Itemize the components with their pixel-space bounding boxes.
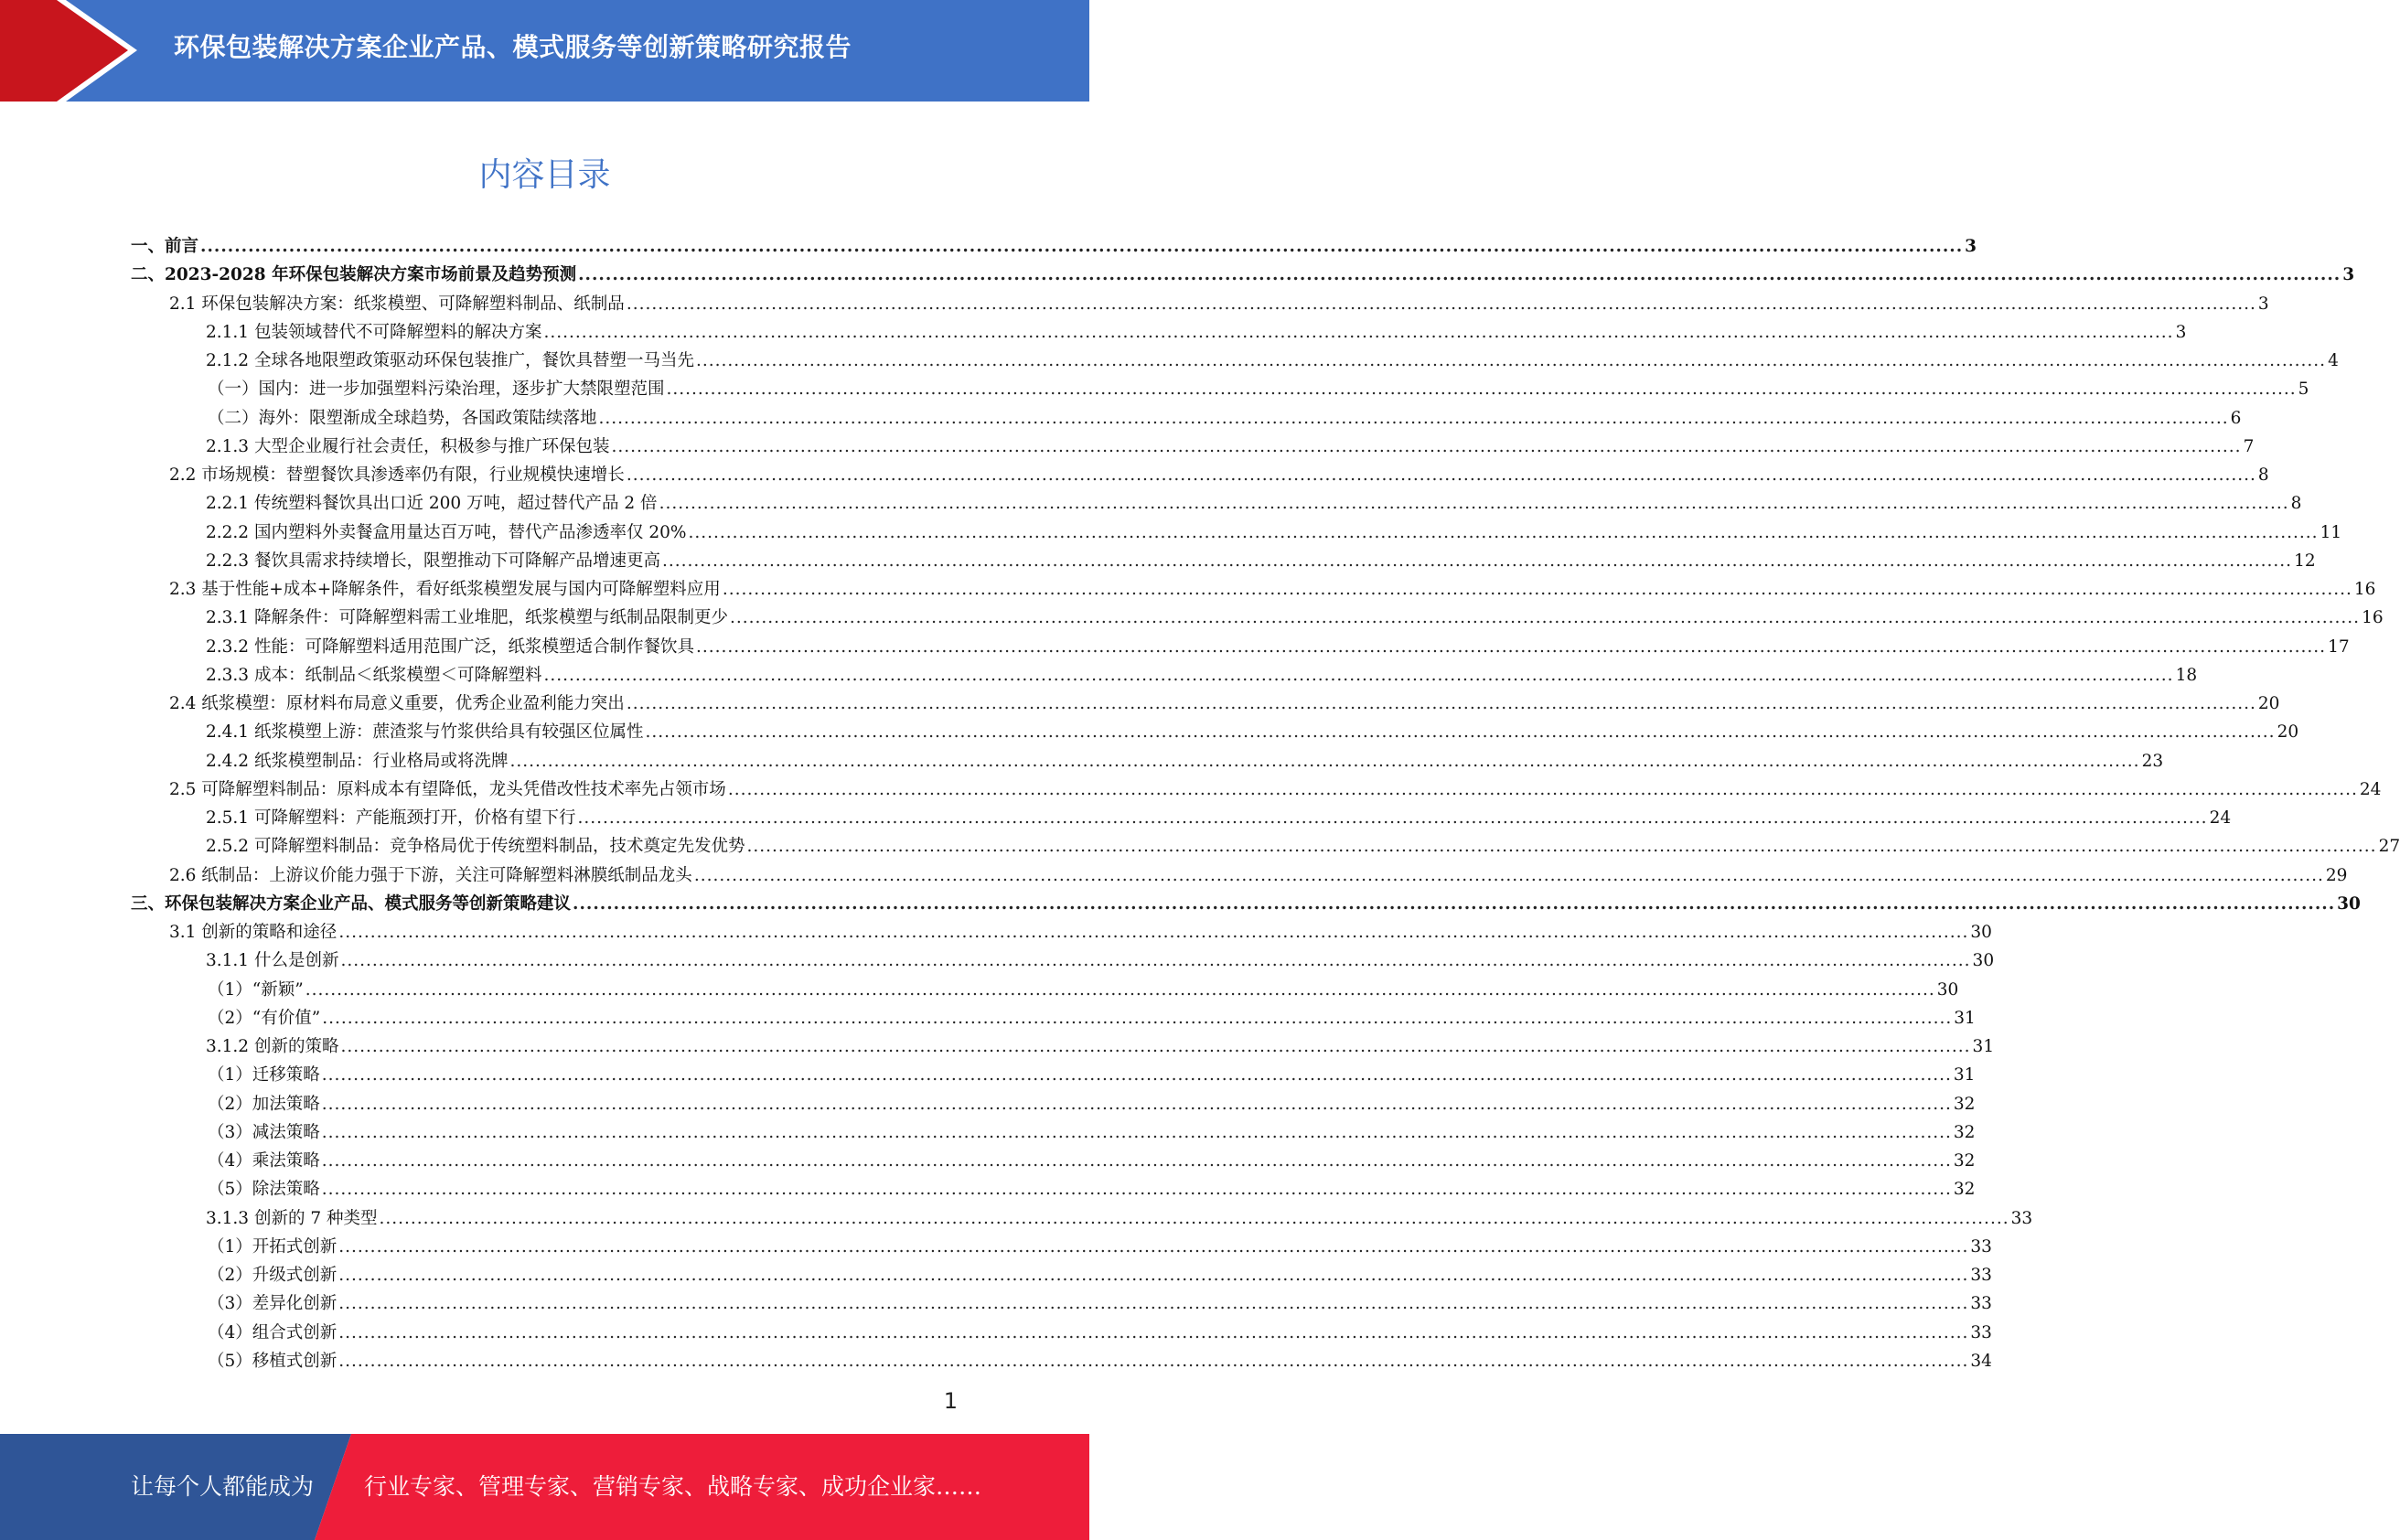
toc-entry-page: 23 bbox=[2141, 751, 2164, 771]
footer-slogan-right: 行业专家、管理专家、营销专家、战略专家、成功企业家…… bbox=[364, 1473, 982, 1500]
toc-entry-title: 2.1 环保包装解决方案：纸浆模塑、可降解塑料制品、纸制品 bbox=[169, 294, 625, 314]
toc-entry-title: 3.1.1 什么是创新 bbox=[206, 951, 339, 971]
toc-entry-title: （5）移植式创新 bbox=[208, 1351, 338, 1371]
toc-entry-title: 2.4.1 纸浆模塑上游：蔗渣浆与竹浆供给具有较强区位属性 bbox=[206, 722, 644, 743]
toc-entry-title: （4）组合式创新 bbox=[208, 1322, 338, 1342]
toc-entry-page: 31 bbox=[1953, 1065, 1976, 1085]
toc-entry[interactable] bbox=[131, 946, 1995, 975]
toc-entry-title: 2.3.3 成本：纸制品＜纸浆模塑＜可降解塑料 bbox=[206, 665, 542, 685]
toc-entry[interactable] bbox=[131, 519, 2342, 547]
report-title: 环保包装解决方案企业产品、模式服务等创新策略研究报告 bbox=[174, 32, 852, 62]
toc-entry[interactable] bbox=[131, 918, 1992, 946]
toc-entry-title: （1）“新颖” bbox=[208, 979, 304, 1000]
toc-entry-page: 33 bbox=[1970, 1236, 1992, 1257]
toc-entry-title: （二）海外：限塑渐成全球趋势，各国政策陆续落地 bbox=[208, 408, 597, 428]
toc-entry-page: 20 bbox=[2257, 694, 2280, 713]
toc-entry[interactable] bbox=[131, 747, 2164, 775]
toc-leader-dots bbox=[338, 1289, 1968, 1318]
toc-entry[interactable] bbox=[131, 1233, 1992, 1261]
toc-entry-title: 一、前言 bbox=[131, 237, 199, 256]
toc-entry-title: 3.1 创新的策略和途径 bbox=[169, 923, 338, 942]
footer-slogan-left: 让每个人都能成为 bbox=[131, 1473, 315, 1500]
toc-entry-page: 16 bbox=[2353, 580, 2376, 599]
toc-leader-dots bbox=[728, 775, 2358, 804]
toc-leader-dots bbox=[509, 747, 2139, 775]
toc-entry[interactable] bbox=[131, 1289, 1992, 1318]
toc-leader-dots bbox=[694, 861, 2324, 890]
toc-leader-dots bbox=[322, 1118, 1952, 1147]
toc-entry[interactable] bbox=[131, 489, 2302, 518]
toc-entry-page: 16 bbox=[2362, 608, 2384, 628]
toc-leader-dots bbox=[667, 375, 2297, 403]
toc-entry-page: 33 bbox=[2010, 1208, 2033, 1228]
toc-leader-dots bbox=[338, 918, 1968, 946]
toc-entry-page: 8 bbox=[2257, 465, 2269, 485]
toc-entry-page: 7 bbox=[2243, 436, 2255, 456]
toc-entry-page: 30 bbox=[1970, 923, 1992, 942]
toc-entry-page: 3 bbox=[2257, 294, 2269, 314]
toc-entry-title: 2.4 纸浆模塑：原材料布局意义重要，优秀企业盈利能力突出 bbox=[169, 694, 625, 713]
toc-entry-page: 11 bbox=[2320, 522, 2342, 542]
toc-entry-title: （2）“有价值” bbox=[208, 1008, 321, 1028]
toc-entry[interactable] bbox=[131, 261, 2355, 289]
toc-leader-dots bbox=[338, 1261, 1968, 1289]
toc-leader-dots bbox=[340, 1032, 1970, 1061]
toc-entry-title: （4）乘法策略 bbox=[208, 1151, 320, 1171]
toc-entry-title: 2.4.2 纸浆模塑制品：行业格局或将洗牌 bbox=[206, 751, 509, 771]
toc-entry[interactable] bbox=[131, 890, 2361, 918]
toc-leader-dots bbox=[200, 232, 1963, 261]
toc-entry[interactable] bbox=[131, 1175, 1976, 1203]
toc-entry-title: （3）减法策略 bbox=[208, 1122, 320, 1142]
toc-entry[interactable] bbox=[131, 461, 2269, 489]
toc-entry-page: 34 bbox=[1970, 1351, 1992, 1371]
toc-entry[interactable] bbox=[131, 1204, 2033, 1233]
toc-entry[interactable] bbox=[131, 832, 2400, 861]
toc-leader-dots bbox=[730, 604, 2360, 632]
toc-leader-dots bbox=[338, 1319, 1968, 1347]
toc-entry-page: 3 bbox=[2175, 322, 2187, 342]
toc-leader-dots bbox=[696, 633, 2326, 661]
toc-entry[interactable] bbox=[131, 861, 2348, 890]
toc-entry-page: 31 bbox=[1954, 1008, 1976, 1028]
toc-entry-page: 32 bbox=[1953, 1151, 1976, 1171]
toc-leader-dots bbox=[723, 575, 2352, 604]
toc-entry-page: 33 bbox=[1970, 1266, 1992, 1285]
toc-leader-dots bbox=[577, 804, 2207, 832]
toc-entry-page: 32 bbox=[1953, 1094, 1976, 1114]
toc-entry-title: 2.5.1 可降解塑料：产能瓶颈打开，价格有望下行 bbox=[206, 808, 576, 828]
toc-entry-title: 2.6 纸制品：上游议价能力强于下游，关注可降解塑料淋膜纸制品龙头 bbox=[169, 865, 692, 885]
toc-entry[interactable] bbox=[131, 1004, 1976, 1032]
toc-leader-dots bbox=[746, 832, 2376, 861]
toc-entry-page: 5 bbox=[2298, 380, 2309, 400]
toc-leader-dots bbox=[338, 1347, 1968, 1375]
toc-entry-title: 三、环保包装解决方案企业产品、模式服务等创新策略建议 bbox=[131, 893, 572, 914]
toc-entry-title: （5）除法策略 bbox=[208, 1180, 320, 1200]
toc-entry[interactable] bbox=[131, 1061, 1976, 1089]
toc-leader-dots bbox=[627, 690, 2256, 718]
toc-entry-title: 2.3 基于性能+成本+降解条件，看好纸浆模塑发展与国内可降解塑料应用 bbox=[169, 580, 721, 599]
toc-entry-title: 2.2.1 传统塑料餐饮具出口近 200 万吨，超过替代产品 2 倍 bbox=[206, 494, 658, 514]
toc-entry-page: 20 bbox=[2277, 722, 2299, 743]
toc-entry-page: 33 bbox=[1970, 1294, 1992, 1314]
toc-entry[interactable] bbox=[131, 1347, 1992, 1375]
toc-entry-title: （3）差异化创新 bbox=[208, 1294, 338, 1314]
toc-leader-dots bbox=[611, 433, 2241, 461]
table-of-contents bbox=[131, 232, 2400, 1375]
toc-entry-page: 31 bbox=[1972, 1037, 1995, 1056]
toc-leader-dots bbox=[338, 1233, 1968, 1261]
toc-entry-page: 4 bbox=[2328, 351, 2339, 370]
toc-entry[interactable] bbox=[131, 1090, 1976, 1118]
toc-entry-page: 32 bbox=[1953, 1122, 1976, 1142]
toc-entry-title: （1）开拓式创新 bbox=[208, 1236, 338, 1257]
toc-entry[interactable] bbox=[131, 575, 2376, 604]
toc-entry-title: 3.1.2 创新的策略 bbox=[206, 1037, 339, 1056]
toc-entry[interactable] bbox=[131, 1147, 1976, 1175]
toc-leader-dots bbox=[340, 946, 1970, 975]
toc-entry[interactable] bbox=[131, 318, 2187, 347]
toc-entry-title: 2.3.1 降解条件：可降解塑料需工业堆肥，纸浆模塑与纸制品限制更少 bbox=[206, 608, 728, 628]
toc-entry-title: 2.2 市场规模：替塑餐饮具渗透率仍有限，行业规模快速增长 bbox=[169, 465, 625, 485]
toc-entry[interactable] bbox=[131, 661, 2198, 690]
toc-entry-title: 2.2.2 国内塑料外卖餐盒用量达百万吨，替代产品渗透率仅 20% bbox=[206, 522, 687, 542]
toc-entry-page: 24 bbox=[2359, 779, 2382, 799]
toc-entry-title: 2.1.3 大型企业履行社会责任，积极参与推广环保包装 bbox=[206, 436, 610, 456]
toc-entry[interactable] bbox=[131, 1032, 1995, 1061]
toc-leader-dots bbox=[322, 1061, 1952, 1089]
toc-entry[interactable] bbox=[131, 775, 2382, 804]
toc-entry[interactable] bbox=[131, 290, 2269, 318]
toc-leader-dots bbox=[322, 1004, 1952, 1032]
toc-leader-dots bbox=[627, 461, 2256, 489]
toc-entry-page: 6 bbox=[2230, 408, 2242, 428]
toc-entry-page: 32 bbox=[1953, 1180, 1976, 1200]
toc-entry[interactable] bbox=[131, 547, 2316, 575]
toc-leader-dots bbox=[645, 718, 2275, 746]
toc-entry[interactable] bbox=[131, 347, 2339, 375]
toc-entry-page: 30 bbox=[2337, 893, 2361, 914]
toc-leader-dots bbox=[322, 1090, 1952, 1118]
toc-leader-dots bbox=[543, 318, 2173, 347]
toc-leader-dots bbox=[627, 290, 2256, 318]
toc-entry-page: 17 bbox=[2328, 636, 2350, 657]
toc-entry-title: （2）加法策略 bbox=[208, 1094, 320, 1114]
toc-entry[interactable] bbox=[131, 1261, 1992, 1289]
toc-entry[interactable] bbox=[131, 604, 2384, 632]
toc-entry-title: 2.3.2 性能：可降解塑料适用范围广泛，纸浆模塑适合制作餐饮具 bbox=[206, 636, 694, 657]
toc-entry[interactable] bbox=[131, 404, 2242, 433]
toc-entry-page: 33 bbox=[1970, 1322, 1992, 1342]
toc-heading: 内容目录 bbox=[478, 156, 611, 194]
toc-leader-dots bbox=[696, 347, 2326, 375]
toc-entry-page: 29 bbox=[2325, 865, 2348, 885]
toc-leader-dots bbox=[543, 661, 2173, 690]
toc-leader-dots bbox=[662, 547, 2292, 575]
toc-entry[interactable] bbox=[131, 1118, 1976, 1147]
toc-entry-page: 30 bbox=[1972, 951, 1995, 971]
toc-entry-title: （2）升级式创新 bbox=[208, 1266, 338, 1285]
toc-entry-page: 30 bbox=[1936, 979, 1959, 1000]
toc-entry[interactable] bbox=[131, 232, 1977, 261]
toc-entry-title: （一）国内：进一步加强塑料污染治理，逐步扩大禁限塑范围 bbox=[208, 380, 665, 400]
toc-entry-title: 3.1.3 创新的 7 种类型 bbox=[206, 1208, 378, 1228]
toc-leader-dots bbox=[322, 1175, 1952, 1203]
toc-leader-dots bbox=[380, 1204, 2009, 1233]
toc-leader-dots bbox=[659, 489, 2289, 518]
toc-leader-dots bbox=[578, 261, 2341, 289]
footer-banner bbox=[0, 1434, 1089, 1540]
toc-entry[interactable] bbox=[131, 1319, 1992, 1347]
toc-leader-dots bbox=[688, 519, 2318, 547]
toc-leader-dots bbox=[322, 1147, 1952, 1175]
toc-entry[interactable] bbox=[131, 718, 2299, 746]
toc-entry[interactable] bbox=[131, 804, 2232, 832]
toc-leader-dots bbox=[305, 976, 1935, 1004]
toc-entry[interactable] bbox=[131, 633, 2350, 661]
toc-entry-page: 3 bbox=[1965, 237, 1977, 256]
toc-entry[interactable] bbox=[131, 976, 1959, 1004]
header-banner bbox=[0, 0, 1089, 102]
toc-entry-page: 24 bbox=[2209, 808, 2232, 828]
toc-entry-title: 2.5.2 可降解塑料制品：竞争格局优于传统塑料制品，技术奠定先发优势 bbox=[206, 837, 745, 857]
toc-entry[interactable] bbox=[131, 433, 2255, 461]
toc-entry-title: 2.1.2 全球各地限塑政策驱动环保包装推广，餐饮具替塑一马当先 bbox=[206, 351, 694, 370]
toc-leader-dots bbox=[599, 404, 2229, 433]
toc-entry-page: 18 bbox=[2175, 665, 2198, 685]
toc-entry[interactable] bbox=[131, 690, 2280, 718]
toc-entry-title: （1）迁移策略 bbox=[208, 1065, 320, 1085]
toc-leader-dots bbox=[573, 890, 2335, 918]
toc-entry-title: 2.1.1 包装领域替代不可降解塑料的解决方案 bbox=[206, 322, 542, 342]
toc-entry-page: 12 bbox=[2294, 551, 2316, 571]
toc-entry-page: 27 bbox=[2378, 837, 2400, 857]
page-number: 1 bbox=[943, 1388, 958, 1414]
toc-entry-title: 二、2023-2028 年环保包装解决方案市场前景及趋势预测 bbox=[131, 265, 577, 285]
toc-entry-title: 2.2.3 餐饮具需求持续增长，限塑推动下可降解产品增速更高 bbox=[206, 551, 660, 571]
toc-entry-page: 3 bbox=[2342, 265, 2355, 285]
toc-entry-page: 8 bbox=[2290, 494, 2302, 514]
toc-entry-title: 2.5 可降解塑料制品：原料成本有望降低，龙头凭借改性技术率先占领市场 bbox=[169, 779, 726, 799]
toc-entry[interactable] bbox=[131, 375, 2309, 403]
